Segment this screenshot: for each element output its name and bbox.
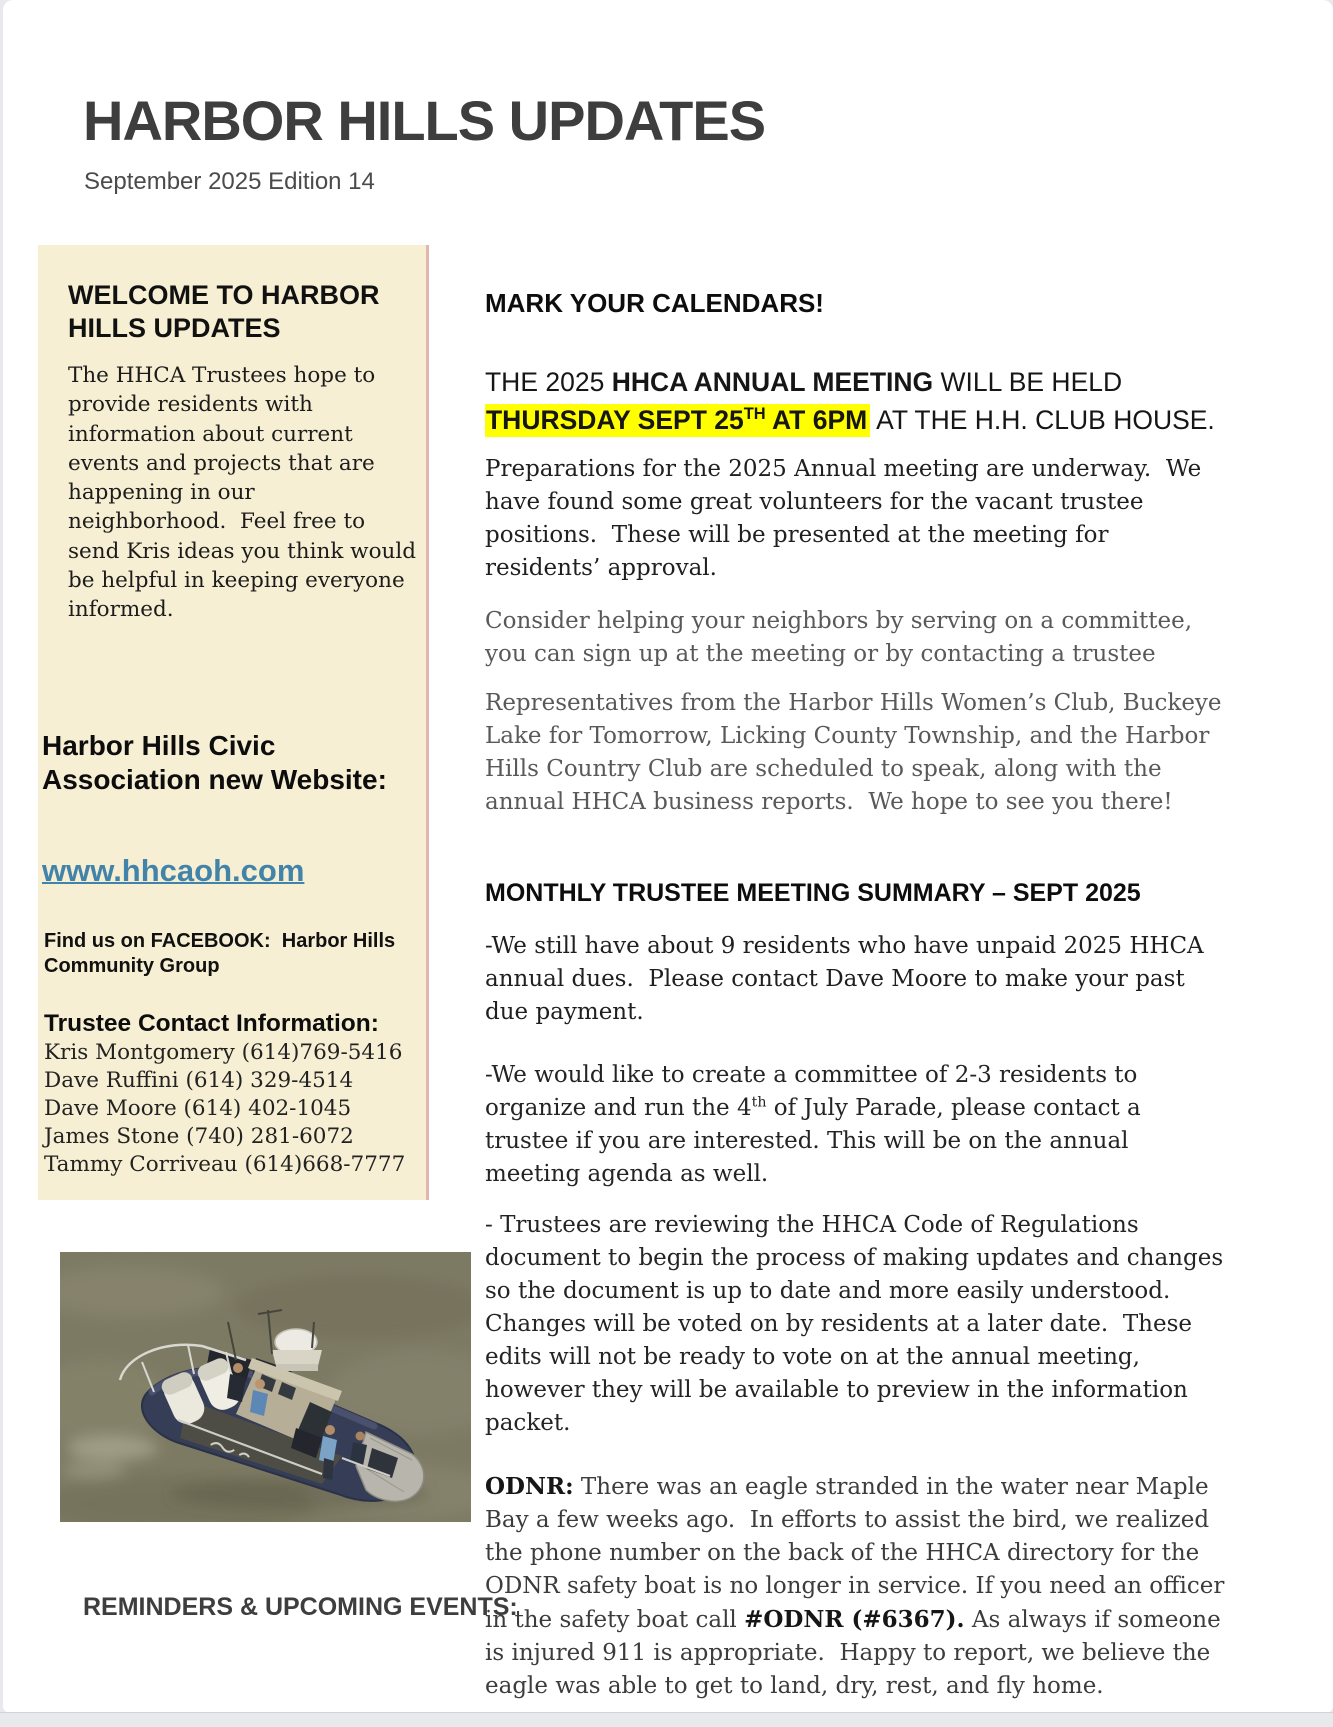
meeting-date-highlight: THURSDAY SEPT 25TH AT 6PM [485,404,870,437]
website-heading: Harbor Hills Civic Association new Website: [42,729,387,795]
website-link[interactable]: www.hhcaoh.com [42,852,305,888]
contacts-heading: Trustee Contact Information: [44,1009,379,1037]
contact-line: James Stone (740) 281-6072 [44,1123,354,1149]
meeting-announcement [485,363,1230,439]
paragraph-committee: -We would like to create a committee of 2-3 residents to organize and run the 4th of July Parade, please contact a trustee if you are interested. This will be on the annual meeting agenda as well. [485,1062,1149,1187]
summary-heading: MONTHLY TRUSTEE MEETING SUMMARY – SEPT 2025 [485,879,1141,907]
meeting-line1: THE 2025 HHCA ANNUAL MEETING WILL BE HELD [485,367,1123,397]
edition-subtitle: September 2025 Edition 14 [84,168,375,195]
meeting-location: AT THE H.H. CLUB HOUSE. [870,405,1215,435]
page-bottom-edge [0,1712,1333,1727]
contact-line: Dave Ruffini (614) 329-4514 [44,1067,354,1093]
paragraph-dues: -We still have about 9 residents who have unpaid 2025 HHCA annual dues. Please contact Dave Moore to make your past due payment. [485,933,1211,1025]
contact-line: Kris Montgomery (614)769-5416 [44,1039,403,1065]
facebook-note: Find us on FACEBOOK: Harbor Hills Community Group [44,929,401,977]
sidebar [38,245,429,1200]
paragraph-consider: Consider helping your neighbors by serving on a committee, you can sign up at the meeting or by contacting a trustee [485,608,1200,667]
reminders-heading: REMINDERS & UPCOMING EVENTS: [83,1593,518,1621]
newsletter-page [3,0,1333,1713]
main-column [485,288,1230,1703]
paragraph-representatives: Representatives from the Harbor Hills Women’s Club, Buckeye Lake for Tomorrow, Licking County Township, and the Harbor Hills Country Club are scheduled to speak, along with the annual HHCA business reports. We hope to see you there! [485,690,1229,815]
contact-line: Dave Moore (614) 402-1045 [44,1095,352,1121]
contact-line: Tammy Corriveau (614)668-7777 [44,1151,406,1177]
paragraph-odnr: ODNR: There was an eagle stranded in the water near Maple Bay a few weeks ago. In efforts to assist the bird, we realized the phone number on the back of the HHCA directory for the ODNR safety boat is no longer in service. If you need an officer in the safety boat call #ODNR (#6367). As always if someone is injured 911 is appropriate. Happy to report, we believe the eagle was able to get to land, dry, rest, and fly home. [485,1473,1232,1699]
welcome-heading: WELCOME TO HARBOR HILLS UPDATES [68,280,380,343]
page-title: HARBOR HILLS UPDATES [83,89,766,152]
paragraph-regulations: - Trustees are reviewing the HHCA Code of Regulations document to begin the process of making updates and changes so the document is up to date and more easily understood. Changes will be voted on by residents at a later date. These edits will not be ready to vote on at the annual meeting, however they will be available to preview in the information packet. [485,1212,1231,1436]
boat-photo [60,1252,471,1522]
paragraph-preparations: Preparations for the 2025 Annual meeting are underway. We have found some great volunteers for the vacant trustee positions. These will be presented at the meeting for residents’ approval. [485,456,1209,581]
welcome-paragraph: The HHCA Trustees hope to provide residents with information about current events and projects that are happening in our neighborhood. Feel free to send Kris ideas you think would be helpful in keeping everyone informed. [68,363,423,623]
calendars-heading: MARK YOUR CALENDARS! [485,288,824,318]
